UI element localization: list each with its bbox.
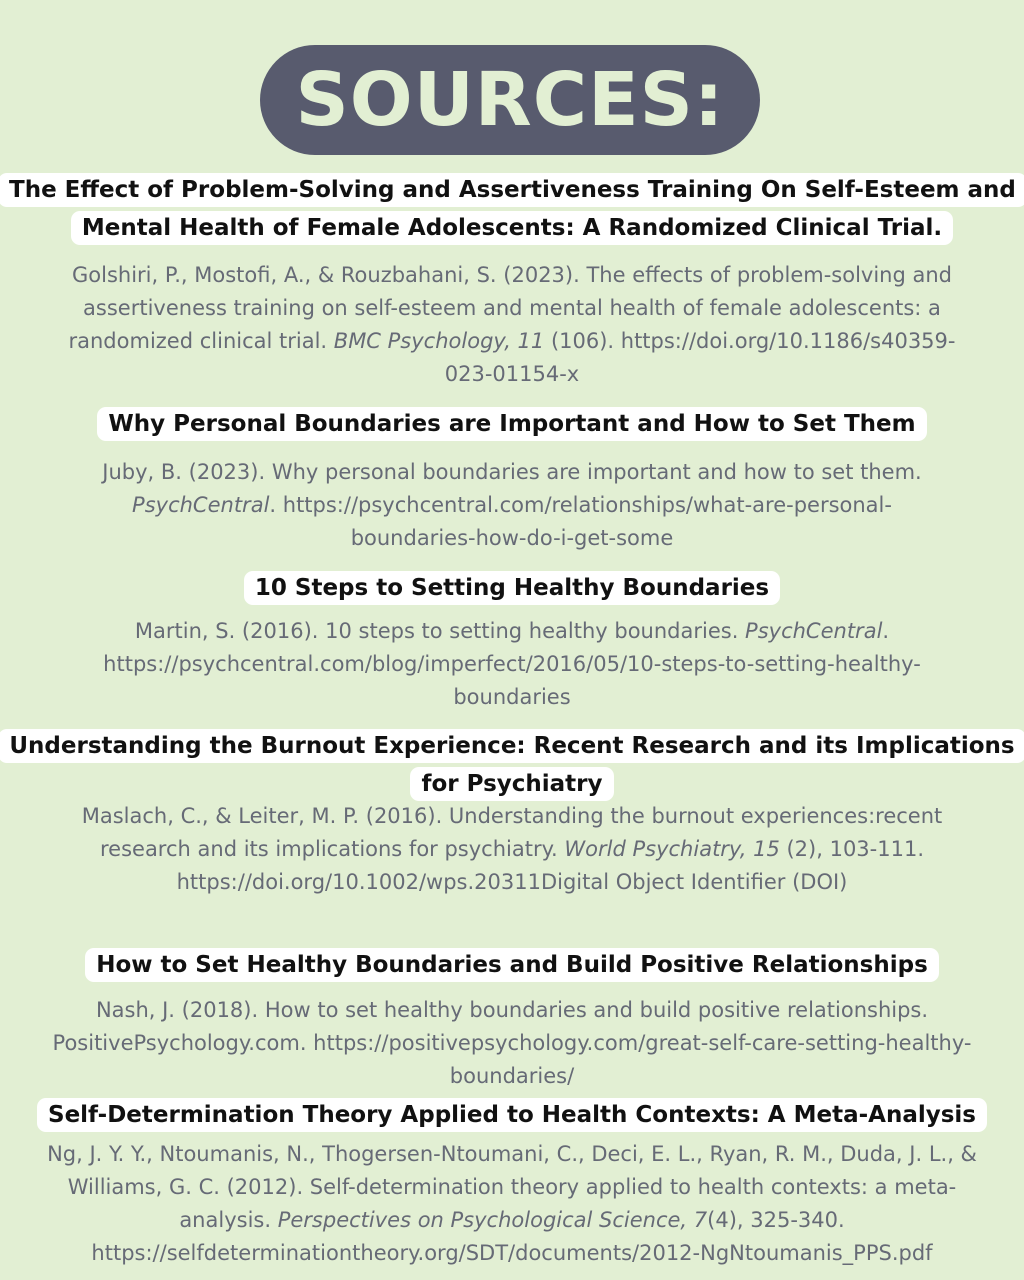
source-title-3: 10 Steps to Setting Healthy Boundaries xyxy=(0,570,1024,608)
source-title-5: How to Set Healthy Boundaries and Build Positive Relationships xyxy=(0,947,1024,985)
source-citation-3: Martin, S. (2016). 10 steps to setting healthy boundaries. PsychCentral. https://psychcentral.com/blog/imperfect/2016/05/10-steps-to-setting-healthy-boundaries xyxy=(103,619,921,709)
source-citation-4: Maslach, C., & Leiter, M. P. (2016). Understanding the burnout experiences:recent research and its implications for psychiatry. World Psychiatry, 15 (2), 103-111. https://doi.org/10.1002/wps.20311Digital Object Identifier (DOI) xyxy=(81,804,943,894)
source-title-1: The Effect of Problem-Solving and Assertiveness Training On Self-Esteem and Mental Health of Female Adolescents: A Randomized Clinical Trial. xyxy=(0,172,1024,248)
source-citation-5: Nash, J. (2018). How to set healthy boundaries and build positive relationships. PositivePsychology.com. https://positivepsychology.com/great-self-care-setting-healthy-boundaries/ xyxy=(52,998,972,1088)
source-title-4: Understanding the Burnout Experience: Recent Research and its Implications for Psychiatry xyxy=(0,728,1024,804)
source-citation-1: Golshiri, P., Mostofi, A., & Rouzbahani, S. (2023). The effects of problem-solving and assertiveness training on self-esteem and mental health of female adolescents: a randomized clinical trial. BMC Psychology, 11 (106). https://doi.org/10.1186/s40359-023-01154-x xyxy=(68,263,956,386)
source-title-2: Why Personal Boundaries are Important and How to Set Them xyxy=(0,406,1024,444)
source-citation-6: Ng, J. Y. Y., Ntoumanis, N., Thogersen-Ntoumani, C., Deci, E. L., Ryan, R. M., Duda, J. L., & Williams, G. C. (2012). Self-determination theory applied to health contexts: a meta-analysis. Perspectives on Psychological Science, 7(4), 325-340. https://selfdeterminationtheory.org/SDT/documents/2012-NgNtoumanis_PPS.pdf xyxy=(47,1142,977,1265)
source-citation-2: Juby, B. (2023). Why personal boundaries are important and how to set them. PsychCentral. https://psychcentral.com/relationships/what-are-personal-boundaries-how-do-i-get-some xyxy=(102,460,922,550)
source-title-6: Self-Determination Theory Applied to Health Contexts: A Meta-Analysis xyxy=(0,1097,1024,1135)
page-title: SOURCES: xyxy=(295,57,725,143)
sources-header xyxy=(260,45,760,155)
